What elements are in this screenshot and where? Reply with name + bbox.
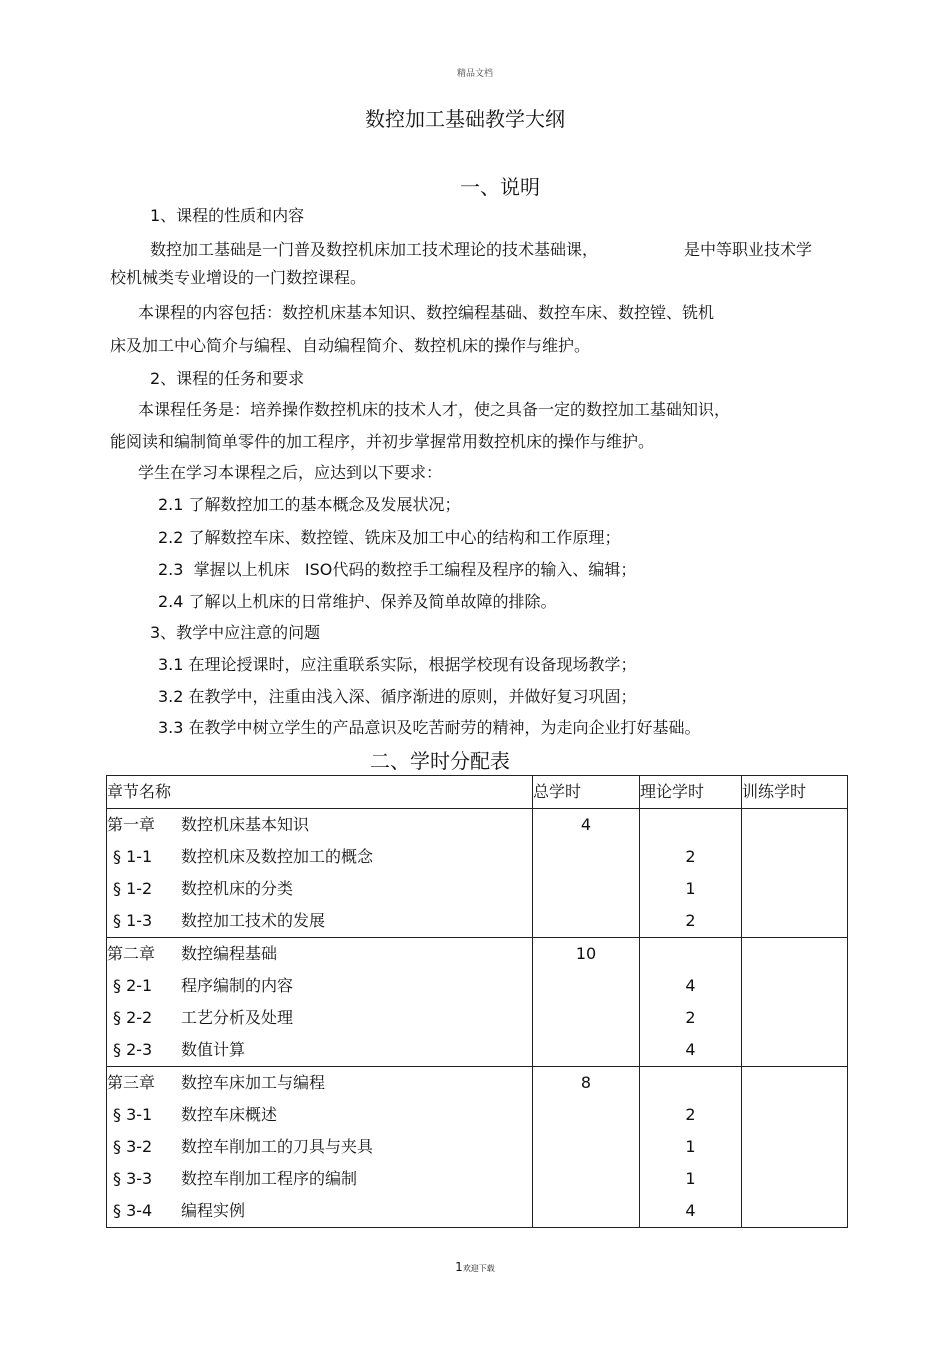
paragraph-line: 学生在学习本课程之后，应达到以下要求： — [138, 463, 443, 482]
chapter-number: 第二章 — [107, 944, 156, 963]
chapter-line — [107, 938, 532, 970]
chapter-name: 数控车床加工与编程 — [181, 1073, 326, 1092]
section-name: 编程实例 — [181, 1201, 246, 1220]
section-theory-hours: 1 — [685, 1137, 696, 1156]
section-theory-hours: 4 — [685, 976, 696, 995]
page-number: 1 — [455, 1260, 463, 1274]
chapter-total-hours: 4 — [580, 815, 592, 834]
table-row — [107, 938, 848, 1067]
chapter-number: 第一章 — [107, 815, 156, 834]
subheading-notes: 3、教学中应注意的问题 — [150, 623, 321, 642]
section-code: § 3-2 — [113, 1137, 153, 1156]
section-code: § 3-4 — [113, 1201, 153, 1220]
section-line — [107, 1131, 532, 1163]
section-name: 数控车床概述 — [181, 1105, 278, 1124]
header-theory-hours: 理论学时 — [640, 776, 742, 809]
table-row — [107, 1067, 848, 1228]
section-name: 数控车削加工程序的编制 — [181, 1169, 358, 1188]
section-code: § 2-1 — [113, 976, 153, 995]
page-footer — [0, 1260, 950, 1274]
paragraph-line: 床及加工中心简介与编程、自动编程简介、数控机床的操作与维护。 — [110, 336, 591, 355]
paragraph-line: 是中等职业技术学 — [684, 240, 813, 259]
section-line — [107, 1034, 532, 1066]
note-item: 3.1 在理论授课时，应注重联系实际，根据学校现有设备现场教学； — [158, 655, 637, 674]
document-title: 数控加工基础教学大纲 — [365, 107, 565, 131]
subheading-tasks: 2、课程的任务和要求 — [150, 369, 305, 388]
table-header-row — [107, 776, 848, 809]
section-name: 数控加工技术的发展 — [181, 911, 326, 930]
section-heading-description: 一、说明 — [460, 175, 540, 199]
header-chapter-name: 章节名称 — [107, 776, 533, 809]
section-theory-hours: 1 — [685, 1169, 696, 1188]
practice-hours-cell — [742, 809, 848, 938]
header-practice-hours: 训练学时 — [742, 776, 848, 809]
paragraph-line: 数控加工基础是一门普及数控机床加工技术理论的技术基础课， — [150, 240, 599, 259]
paragraph-line: 校机械类专业增设的一门数控课程。 — [110, 268, 367, 287]
note-item: 3.3 在教学中树立学生的产品意识及吃苦耐劳的精神，为走向企业打好基础。 — [158, 718, 701, 737]
chapter-number: 第三章 — [107, 1073, 156, 1092]
header-total-hours: 总学时 — [533, 776, 640, 809]
table-row — [107, 809, 848, 938]
section-line — [107, 1002, 532, 1034]
requirement-item: 2.4 了解以上机床的日常维护、保养及简单故障的排除。 — [158, 592, 557, 611]
section-line — [107, 905, 532, 937]
section-line — [107, 970, 532, 1002]
chapter-total-hours: 8 — [580, 1073, 592, 1092]
chapter-name: 数控机床基本知识 — [181, 815, 310, 834]
section-code: § 2-2 — [113, 1008, 153, 1027]
practice-hours-cell — [742, 1067, 848, 1228]
section-name: 数控机床的分类 — [181, 879, 294, 898]
section-code: § 3-3 — [113, 1169, 153, 1188]
section-code: § 2-3 — [113, 1040, 153, 1059]
chapter-line — [107, 809, 532, 841]
section-line — [107, 873, 532, 905]
paragraph-line: 本课程的内容包括：数控机床基本知识、数控编程基础、数控车床、数控镗、铣机 — [138, 303, 715, 322]
subheading-nature: 1、课程的性质和内容 — [150, 206, 305, 225]
section-theory-hours: 4 — [685, 1201, 696, 1220]
section-theory-hours: 2 — [685, 1008, 696, 1027]
practice-hours-cell — [742, 938, 848, 1067]
section-code: § 3-1 — [113, 1105, 153, 1124]
section-name: 数控车削加工的刀具与夹具 — [181, 1137, 374, 1156]
section-line — [107, 1163, 532, 1195]
footer-note: 欢迎下载 — [462, 1264, 495, 1273]
section-code: § 1-2 — [113, 879, 153, 898]
section-name: 程序编制的内容 — [181, 976, 294, 995]
page-header: 精品文档 — [456, 69, 493, 79]
section-heading-hours: 二、学时分配表 — [370, 749, 510, 773]
section-theory-hours: 1 — [685, 879, 696, 898]
requirement-item: 2.1 了解数控加工的基本概念及发展状况； — [158, 495, 461, 514]
paragraph-line: 本课程任务是：培养操作数控机床的技术人才，使之具备一定的数控加工基础知识， — [138, 400, 731, 419]
requirement-item: 2.2 了解数控车床、数控镗、铣床及加工中心的结构和工作原理； — [158, 528, 621, 547]
section-theory-hours: 2 — [685, 1105, 696, 1124]
chapter-total-hours: 10 — [575, 944, 597, 963]
note-item: 3.2 在教学中，注重由浅入深、循序渐进的原则，并做好复习巩固； — [158, 687, 637, 706]
section-name: 数值计算 — [181, 1040, 246, 1059]
section-code: § 1-3 — [113, 911, 153, 930]
chapter-line — [107, 1067, 532, 1099]
section-theory-hours: 2 — [685, 847, 696, 866]
section-theory-hours: 2 — [685, 911, 696, 930]
section-code: § 1-1 — [113, 847, 153, 866]
chapter-name: 数控编程基础 — [181, 944, 278, 963]
section-name: 数控机床及数控加工的概念 — [181, 847, 374, 866]
section-line — [107, 841, 532, 873]
section-name: 工艺分析及处理 — [181, 1008, 294, 1027]
section-line — [107, 1099, 532, 1131]
paragraph-line: 能阅读和编制简单零件的加工程序，并初步掌握常用数控机床的操作与维护。 — [110, 432, 655, 451]
section-line — [107, 1195, 532, 1227]
section-theory-hours: 4 — [685, 1040, 696, 1059]
requirement-item: 2.3 掌握以上机床 ISO代码的数控手工编程及程序的输入、编辑； — [158, 560, 637, 579]
hours-allocation-table — [106, 775, 848, 1228]
